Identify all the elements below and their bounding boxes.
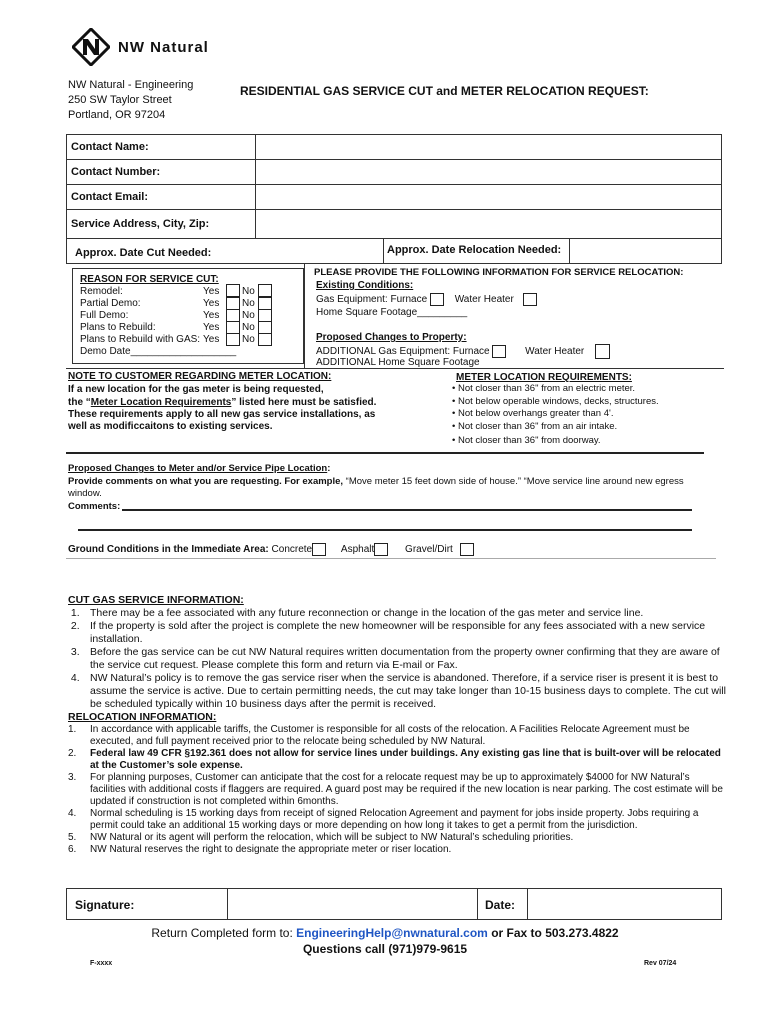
yes-label: Yes <box>203 322 220 333</box>
concrete-checkbox[interactable] <box>312 543 326 556</box>
reason-label: Partial Demo: <box>80 298 141 309</box>
contact-email-label: Contact Email: <box>67 185 256 210</box>
gravel-checkbox[interactable] <box>460 543 474 556</box>
cut-info-item: 3. Before the gas service can be cut NW Natural requires written documentation from the property owner confirming that they are aware of the service cut request. Please complete this form and return via E-mail or Fax. <box>68 646 720 671</box>
yes-label: Yes <box>203 334 220 345</box>
meter-req-item: • Not closer than 36" from an air intake. <box>452 420 618 432</box>
existing-conditions-label: Existing Conditions: <box>316 280 414 291</box>
engineering-address <box>68 78 193 123</box>
proposed-changes-instructions: Provide comments on what you are requesting. For example, “Move meter 15 feet down side of house.” “Move service line around new egress window. <box>68 475 684 499</box>
date-label: Date: <box>485 898 516 912</box>
additional-gas-label: ADDITIONAL Gas Equipment: Furnace <box>316 346 490 358</box>
ground-label: Ground Conditions in the Immediate Area: <box>68 544 269 556</box>
gas-equipment-row <box>316 293 537 306</box>
cut-info-header: CUT GAS SERVICE INFORMATION: <box>68 594 244 606</box>
meter-req-item: • Not closer than 36" from an electric meter. <box>452 383 636 394</box>
sqft-field[interactable]: Home Square Footage_________ <box>316 307 468 318</box>
address-line: NW Natural - Engineering <box>68 79 194 91</box>
contact-fields-table <box>66 134 722 239</box>
no-label: No <box>242 334 255 345</box>
gravel-label: Gravel/Dirt <box>405 544 453 556</box>
no-label: No <box>242 298 255 309</box>
logo-text: NW Natural <box>118 38 209 56</box>
divider <box>304 264 305 368</box>
email-link[interactable]: EngineeringHelp@nwnatural.com <box>296 926 488 940</box>
contact-email-field[interactable] <box>256 185 722 210</box>
ground-conditions-row <box>68 543 474 556</box>
divider <box>66 368 724 369</box>
form-title: RESIDENTIAL GAS SERVICE CUT and METER RELOCATION REQUEST: <box>240 84 649 98</box>
revision: Rev 07/24 <box>644 960 677 967</box>
note-text: the “ <box>68 397 91 408</box>
meter-req-item: • Not closer than 36" from doorway. <box>452 435 601 446</box>
yes-label: Yes <box>203 310 220 321</box>
proposed-changes-header: Proposed Changes to Meter and/or Service Pipe Location: <box>68 463 331 474</box>
note-line <box>68 397 376 409</box>
signature-row <box>66 888 722 920</box>
cut-info-item: 4. NW Natural’s policy is to remove the gas service riser when the service is abandoned. Therefore, if a service riser is present it is best to assume the service is active. Due to certain permitting needs, the cut may take longer than 10-15 business days to complete. The cut will be scheduled typically within 10 business days after the permit is received. <box>68 672 726 710</box>
return-line <box>0 926 770 940</box>
reloc-info-item: 3. For planning purposes, Customer can anticipate that the cost for a relocate request may be up to approximately $4000 for NW Natural’s facilities with additional costs if flaggers are required. A guard post may be required if the new location is near parking. The cost estimate will be updated if construction is not completed within 6months. <box>68 772 723 807</box>
additional-furnace-checkbox[interactable] <box>492 345 506 358</box>
no-checkbox[interactable] <box>258 284 272 297</box>
gas-equipment-label: Gas Equipment: Furnace <box>316 294 428 306</box>
divider <box>383 239 384 263</box>
reason-label: Plans to Rebuild: <box>80 322 156 333</box>
date-relocation-label: Approx. Date Relocation Needed: <box>387 244 562 256</box>
contact-number-label: Contact Number: <box>67 160 256 185</box>
reason-row <box>80 286 270 298</box>
reloc-info-item: 2. Federal law 49 CFR §192.361 does not allow for service lines under buildings. Any existing gas line that is built-over will be relocated at the Customer’s sole expense. <box>68 748 721 771</box>
cut-info-section <box>68 594 726 856</box>
reason-list <box>80 286 270 358</box>
note-line: These requirements apply to all new gas service installations, as <box>68 409 376 420</box>
asphalt-label: Asphalt <box>340 544 375 556</box>
fax-text: or Fax to 503.273.4822 <box>487 926 619 940</box>
yes-label: Yes <box>203 298 220 309</box>
comments-line[interactable] <box>122 509 692 511</box>
demo-date[interactable]: Demo Date___________________ <box>80 346 237 357</box>
cut-info-item: 2. If the property is sold after the project is complete the new homeowner will be responsible for any fees associated with a new service installation. <box>68 620 706 645</box>
reason-row <box>80 310 270 322</box>
nw-natural-logo <box>72 28 209 66</box>
signature-label: Signature: <box>75 898 135 912</box>
reason-row <box>80 334 270 346</box>
address-line: Portland, OR 97204 <box>68 109 166 121</box>
water-heater-checkbox[interactable] <box>523 293 537 306</box>
reloc-info-header: RELOCATION INFORMATION: <box>68 711 217 723</box>
reason-header: REASON FOR SERVICE CUT: <box>80 274 219 285</box>
date-cut-label: Approx. Date Cut Needed: <box>75 247 212 259</box>
relocation-info-header: PLEASE PROVIDE THE FOLLOWING INFORMATION FOR SERVICE RELOCATION: <box>314 267 684 278</box>
yes-checkbox[interactable] <box>226 284 240 297</box>
service-address-label: Service Address, City, Zip: <box>67 210 256 239</box>
date-field[interactable] <box>528 889 720 919</box>
yes-checkbox[interactable] <box>226 333 240 346</box>
divider <box>569 239 570 263</box>
contact-name-field[interactable] <box>256 135 722 160</box>
water-heater-label: Water Heater <box>454 294 514 306</box>
comments-label: Comments: <box>68 500 121 512</box>
divider <box>66 452 704 454</box>
additional-sqft-label[interactable]: ADDITIONAL Home Square Footage <box>316 357 480 368</box>
no-label: No <box>242 322 255 333</box>
reloc-info-item: 5. NW Natural or its agent will perform the relocation, which will be subject to NW Natural’s scheduling priorities. <box>68 832 574 843</box>
reason-label: Plans to Rebuild with GAS: <box>80 334 201 345</box>
reason-label: Remodel: <box>80 286 123 297</box>
contact-number-field[interactable] <box>256 160 722 185</box>
divider <box>66 558 716 559</box>
additional-water-heater-label: Water Heater <box>525 346 585 358</box>
return-text: Return Completed form to: <box>151 926 297 940</box>
signature-field[interactable] <box>228 889 477 919</box>
divider <box>477 889 478 919</box>
meter-req-list <box>452 383 659 448</box>
reloc-info-item: 6. NW Natural reserves the right to designate the appropriate meter or riser location. <box>68 844 452 855</box>
questions-line: Questions call (971)979-9615 <box>302 942 468 956</box>
address-line: 250 SW Taylor Street <box>68 94 172 106</box>
reason-label: Full Demo: <box>80 310 129 321</box>
note-header: NOTE TO CUSTOMER REGARDING METER LOCATION: <box>68 371 332 382</box>
concrete-label: Concrete <box>271 544 313 556</box>
reason-row <box>80 322 270 334</box>
form-number: F-xxxx <box>90 960 113 967</box>
meter-req-header: METER LOCATION REQUIREMENTS: <box>456 372 632 383</box>
logo-icon <box>72 28 110 66</box>
note-line: well as modificcaitons to existing services. <box>68 421 273 432</box>
meter-req-item: • Not below overhangs greater than 4'. <box>452 408 614 419</box>
note-text: ” listed here must be satisfied. <box>231 397 377 408</box>
reason-row <box>80 298 270 310</box>
no-label: No <box>242 286 255 297</box>
cut-info-item: 1. There may be a fee associated with any future reconnection or change in the location of the gas meter and service line. <box>68 607 644 619</box>
proposed-property-label: Proposed Changes to Property: <box>316 332 467 343</box>
no-label: No <box>242 310 255 321</box>
meter-req-item: • Not below operable windows, decks, structures. <box>452 395 659 407</box>
reloc-info-item: 1. In accordance with applicable tariffs, the Customer is responsible for all costs of the relocation. A Facilities Relocate Agreement must be executed, and full payment received prior to the relocate being scheduled by NW Natural. <box>68 724 690 747</box>
note-line: If a new location for the gas meter is being requested, <box>68 384 324 395</box>
service-address-field[interactable] <box>256 210 722 239</box>
additional-water-heater-checkbox[interactable] <box>595 344 610 359</box>
no-checkbox[interactable] <box>258 333 272 346</box>
yes-label: Yes <box>203 286 220 297</box>
reloc-info-item: 4. Normal scheduling is 15 working days from receipt of signed Relocation Agreement and payment for jobs inside property. Jobs requiring a permit could take an additional 15 working days or more depending on how long it takes to get a permit from the jurisdiction. <box>68 808 699 831</box>
asphalt-checkbox[interactable] <box>374 543 388 556</box>
furnace-checkbox[interactable] <box>430 293 444 306</box>
contact-name-label: Contact Name: <box>67 135 256 160</box>
approx-dates-row <box>66 238 722 264</box>
proposed-changes-block <box>68 463 708 513</box>
meter-requirements-ref: Meter Location Requirements <box>90 397 232 408</box>
comments-line[interactable] <box>78 529 692 531</box>
